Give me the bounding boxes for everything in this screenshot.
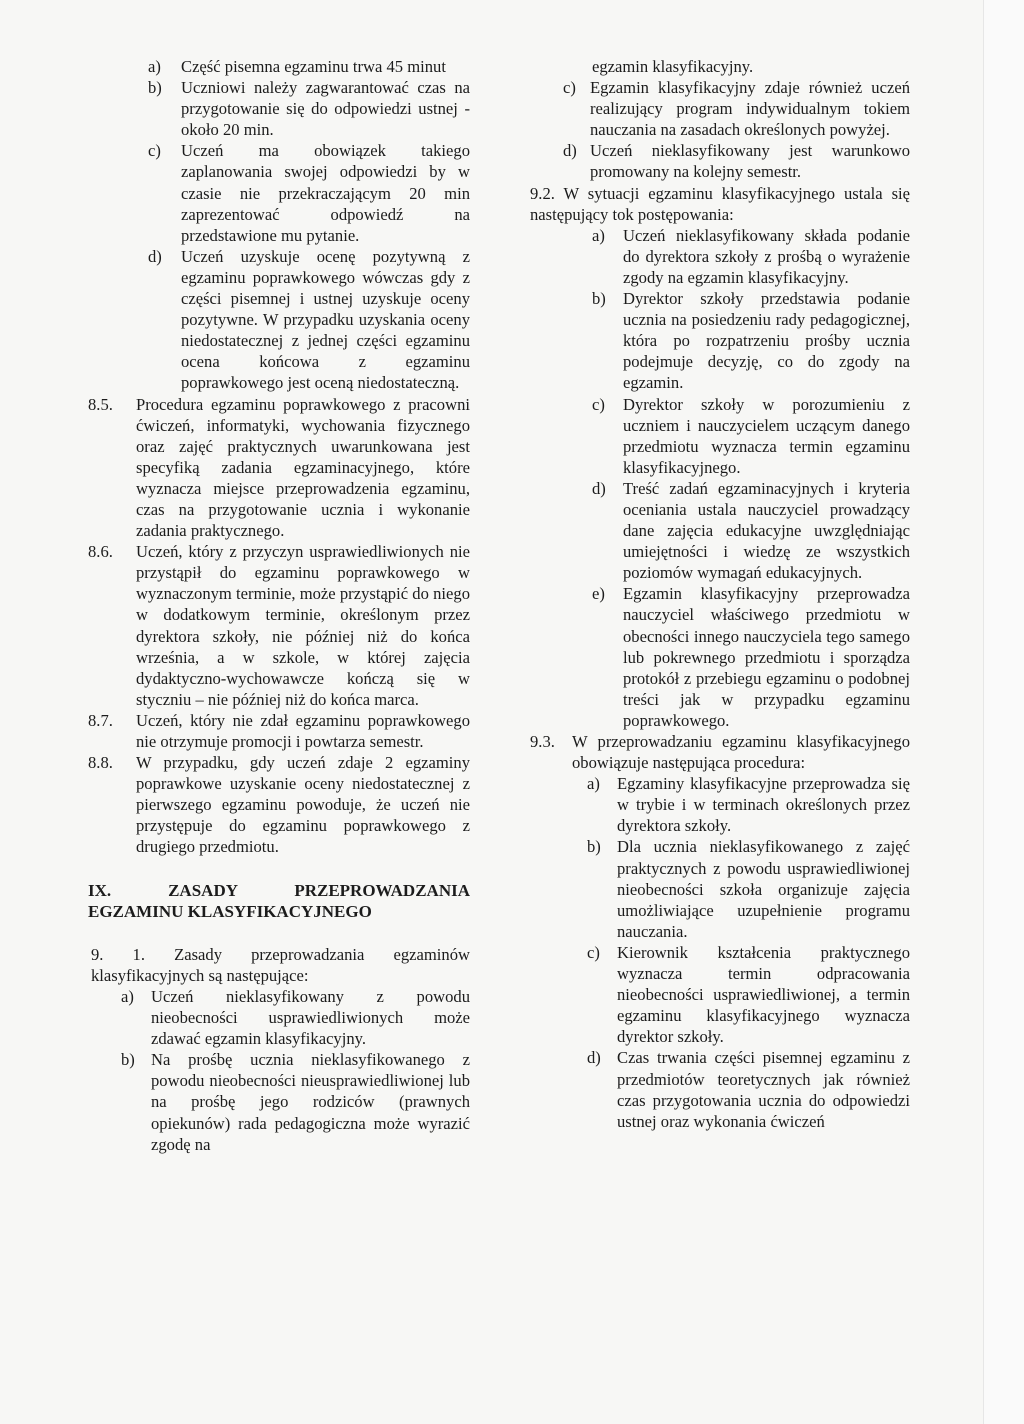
list-item [530, 288, 910, 393]
list-item [88, 77, 470, 140]
section-number: 8.7. [88, 710, 113, 730]
item-text: Egzamin klasyfikacyjny przeprowadza nauczyciel właściwego przedmiotu w obecności innego nauczyciela tego samego lub pokrewnego przedmiotu i sporządza protokół z przebiegu egzaminu o podobnej treści jak w przypadku egzaminu poprawkowego. [623, 584, 910, 730]
item-label: b) [592, 289, 606, 309]
section-text: Uczeń, który nie zdał egzaminu poprawkowego nie otrzymuje promocji i powtarza semestr. [136, 710, 470, 751]
section-9-3 [530, 731, 910, 773]
section-text: W przeprowadzaniu egzaminu klasyfikacyjnego obowiązuje następująca procedura: [572, 732, 910, 773]
list-item [530, 77, 910, 140]
continued-text: egzamin klasyfikacyjny. [592, 57, 754, 76]
list-item [530, 836, 910, 941]
section-8-7 [88, 710, 470, 752]
list-item [530, 225, 910, 288]
section-9-1-intro: 9. 1. Zasady przeprowadzania egzaminów klasyfikacyjnych są następujące: [91, 944, 470, 985]
item-text: Uczeń nieklasyfikowany z powodu nieobecności usprawiedliwionych może zdawać egzamin klasyfikacyjny. [151, 986, 470, 1049]
item-text: Dyrektor szkoły przedstawia podanie ucznia na posiedzeniu rady pedagogicznej, która po rozpatrzeniu prośby ucznia podejmuje decyzję, co do zgody na egzamin. [623, 289, 910, 393]
item-text: Uczniowi należy zagwarantować czas na przygotowanie się do odpowiedzi ustnej - około 20 min. [181, 78, 470, 140]
item-label: b) [587, 837, 601, 857]
list-item [530, 773, 910, 836]
list-item [530, 478, 910, 583]
item-text: Uczeń nieklasyfikowany składa podanie do dyrektora szkoły z prośbą o wyrażenie zgody na egzamin klasyfikacyjny. [623, 225, 910, 287]
item-text: Dla ucznia nieklasyfikowanego z zajęć praktycznych z powodu usprawiedliwionej nieobecności szkoła organizuje zajęcia umożliwiające uzupełnienie programu nauczania. [617, 837, 910, 941]
item-label: b) [121, 1050, 135, 1070]
item-text: Czas trwania części pisemnej egzaminu z przedmiotów teoretycznych jak również czas przygotowania ucznia do odpowiedzi ustnej oraz wykonania ćwiczeń [617, 1048, 910, 1131]
item-label: d) [587, 1048, 601, 1068]
item-text: Uczeń nieklasyfikowany jest warunkowo promowany na kolejny semestr. [590, 141, 910, 182]
list-item [88, 1049, 470, 1154]
section-text: W przypadku, gdy uczeń zdaje 2 egzaminy poprawkowe uzyskanie oceny niedostatecznej z pierwszego egzaminu powoduje, że uczeń nie przystępuje do egzaminu poprawkowego z drugiego przedmiotu. [136, 753, 470, 857]
item-text: Egzamin klasyfikacyjny zdaje również uczeń realizujący program indywidualnym tokiem nauczania na zasadach określonych powyżej. [590, 78, 910, 140]
item-label: c) [563, 78, 576, 98]
section-text: Procedura egzaminu poprawkowego z pracowni ćwiczeń, informatyki, wychowania fizycznego oraz zajęć praktycznych uwarunkowana jest specyfiką zadania egzaminacyjnego, które wyznacza miejsce przeprowadzenia egzaminu, czas na przygotowanie ucznia i wykonanie zadania praktycznego. [136, 394, 470, 541]
left-column [88, 56, 470, 1155]
list-item [530, 1047, 910, 1131]
item-label: a) [148, 57, 161, 76]
item-text: Uczeń uzyskuje ocenę pozytywną z egzaminu poprawkowego wówczas gdy z części pisemnej i ustnej uzyskuje oceny pozytywne. W przypadku uzyskania oceny niedostatecznej z jednej części egzaminu ocena końcowa z egzaminu poprawkowego jest oceną niedostateczną. [181, 246, 470, 393]
section-9-2-intro: 9.2. W sytuacji egzaminu klasyfikacyjnego ustala się następujący tok postępowania: [530, 183, 910, 224]
section-number: 8.6. [88, 542, 113, 562]
section-8-8 [88, 752, 470, 857]
item-label: a) [121, 986, 134, 1006]
section-8-6 [88, 541, 470, 710]
chapter-heading-line1: IX. ZASADY PRZEPROWADZANIA [88, 880, 470, 900]
item-label: e) [592, 584, 605, 604]
item-label: d) [148, 246, 162, 266]
right-column [530, 56, 910, 1132]
item-text: Na prośbę ucznia nieklasyfikowanego z powodu nieobecności nieusprawiedliwionej lub na prośbę jego rodziców (prawnych opiekunów) rada pedagogiczna może wyrazić zgodę na [151, 1050, 470, 1154]
item-label: b) [148, 78, 162, 98]
list-item [530, 942, 910, 1047]
list-item [88, 56, 470, 77]
list-item [88, 246, 470, 394]
section-8-5 [88, 394, 470, 542]
item-text: Treść zadań egzaminacyjnych i kryteria oceniania ustala nauczyciel prowadzący dane zajęcia edukacyjne uwzględniając umiejętności i wiedzę ze wszystkich poziomów wymagań edukacyjnych. [623, 478, 910, 583]
list-item [530, 140, 910, 182]
item-text: Kierownik kształcenia praktycznego wyznacza termin odpracowania nieobecności usprawiedliwionej, a termin egzaminu klasyfikacyjnego wyznacza dyrektor szkoły. [617, 942, 910, 1047]
item-label: d) [563, 141, 577, 161]
item-label: c) [587, 942, 600, 962]
item-label: d) [592, 478, 606, 498]
item-label: c) [592, 394, 605, 414]
item-text: Egzaminy klasyfikacyjne przeprowadza się w trybie i w terminach określonych przez dyrektora szkoły. [617, 774, 910, 836]
page-edge [983, 0, 1024, 1424]
item-text: Część pisemna egzaminu trwa 45 minut [181, 57, 446, 76]
item-label: c) [148, 141, 161, 161]
item-label: a) [592, 225, 605, 245]
item-text: Uczeń ma obowiązek takiego zaplanowania swojej odpowiedzi by w czasie nie przekraczającym 20 min zaprezentować odpowiedź na przedstawione mu pytanie. [181, 141, 470, 245]
section-number: 8.8. [88, 753, 113, 773]
item-text: Dyrektor szkoły w porozumieniu z uczniem i nauczycielem uczącym danego przedmiotu wyznacza termin egzaminu klasyfikacyjnego. [623, 394, 910, 477]
section-text: Uczeń, który z przyczyn usprawiedliwionych nie przystąpił do egzaminu poprawkowego w wyznaczonym terminie, może przystąpić do niego w dodatkowym terminie, określonym przez dyrektora szkoły, nie później niż do końca września, a w szkole, w której zajęcia dydaktyczno-wychowawcze kończą się w styczniu – nie później niż do końca marca. [136, 542, 470, 709]
item-label: a) [587, 774, 600, 794]
section-number: 8.5. [88, 394, 113, 414]
list-item [530, 583, 910, 731]
list-item [530, 394, 910, 478]
chapter-heading-line2: EGZAMINU KLASYFIKACYJNEGO [88, 901, 372, 921]
list-item [88, 986, 470, 1049]
section-number: 9.3. [530, 732, 555, 751]
list-item [88, 140, 470, 245]
